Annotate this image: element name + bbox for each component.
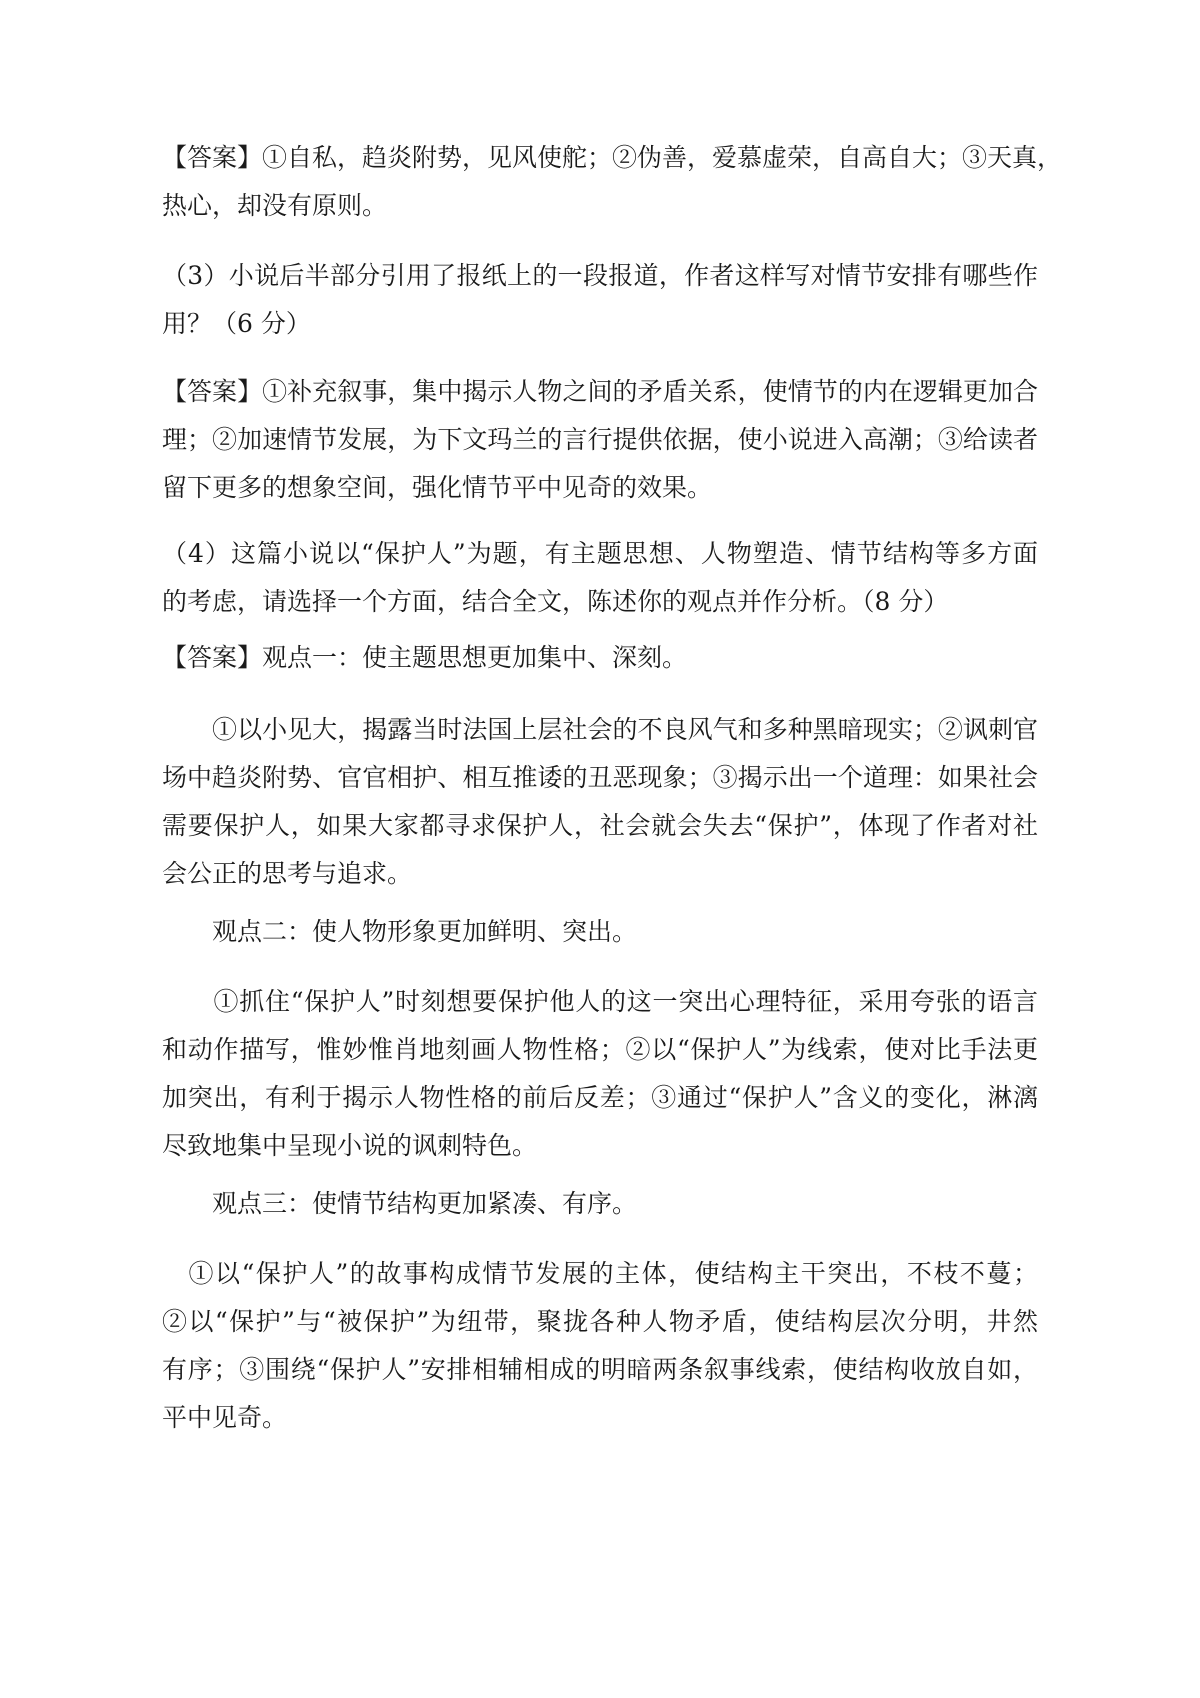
text-line: ①抓住“保护人”时刻想要保护他人的这一突出心理特征，采用夸张的语言	[162, 987, 1038, 1016]
question-paragraph	[162, 252, 1038, 348]
answer-paragraph	[162, 368, 1038, 512]
answer-paragraph	[162, 134, 1063, 230]
text-line: （4）这篇小说以“保护人”为题，有主题思想、人物塑造、情节结构等多方面	[162, 539, 1038, 568]
answer-paragraph	[162, 634, 1038, 682]
text-line: ②以“保护”与“被保护”为纽带，聚拢各种人物矛盾，使结构层次分明，井然	[162, 1307, 1038, 1336]
analysis-paragraph	[162, 1250, 1038, 1442]
text-line: 加突出，有利于揭示人物性格的前后反差；③通过“保护人”含义的变化，淋漓	[162, 1083, 1038, 1112]
view-heading	[162, 1180, 1038, 1228]
text-line: 的考虑，请选择一个方面，结合全文，陈述你的观点并作分析。（8 分）	[162, 587, 949, 616]
text-line: 尽致地集中呈现小说的讽刺特色。	[162, 1131, 538, 1160]
text-line: 用？（6 分）	[162, 309, 311, 338]
text-line: 场中趋炎附势、官官相护、相互推诿的丑恶现象；③揭示出一个道理：如果社会	[162, 763, 1038, 792]
text-line: （3）小说后半部分引用了报纸上的一段报道，作者这样写对情节安排有哪些作	[162, 261, 1038, 290]
text-line: 热心，却没有原则。	[162, 191, 388, 220]
text-line: 和动作描写，惟妙惟肖地刻画人物性格；②以“保护人”为线索，使对比手法更	[162, 1035, 1038, 1064]
analysis-paragraph	[162, 978, 1038, 1170]
text-line: 观点二：使人物形象更加鲜明、突出。	[162, 917, 638, 946]
text-line: 【答案】①自私，趋炎附势，见风使舵；②伪善，爱慕虚荣，自高自大；③天真，	[162, 143, 1063, 172]
text-line: 平中见奇。	[162, 1403, 288, 1432]
text-line: ①以“保护人”的故事构成情节发展的主体，使结构主干突出，不枝不蔓；	[162, 1259, 1038, 1288]
text-line: 留下更多的想象空间，强化情节平中见奇的效果。	[162, 473, 713, 502]
view-heading	[162, 908, 1038, 956]
question-paragraph	[162, 530, 1038, 626]
text-line: 理；②加速情节发展，为下文玛兰的言行提供依据，使小说进入高潮；③给读者	[162, 425, 1038, 454]
text-line: 会公正的思考与追求。	[162, 859, 413, 888]
text-line: 需要保护人，如果大家都寻求保护人，社会就会失去“保护”，体现了作者对社	[162, 811, 1038, 840]
text-line: 【答案】①补充叙事，集中揭示人物之间的矛盾关系，使情节的内在逻辑更加合	[162, 377, 1038, 406]
text-line: 观点三：使情节结构更加紧凑、有序。	[162, 1189, 638, 1218]
text-line: 【答案】观点一：使主题思想更加集中、深刻。	[162, 643, 688, 672]
text-line: 有序；③围绕“保护人”安排相辅相成的明暗两条叙事线索，使结构收放自如，	[162, 1355, 1038, 1384]
analysis-paragraph	[162, 706, 1038, 898]
text-line: ①以小见大，揭露当时法国上层社会的不良风气和多种黑暗现实；②讽刺官	[162, 715, 1038, 744]
